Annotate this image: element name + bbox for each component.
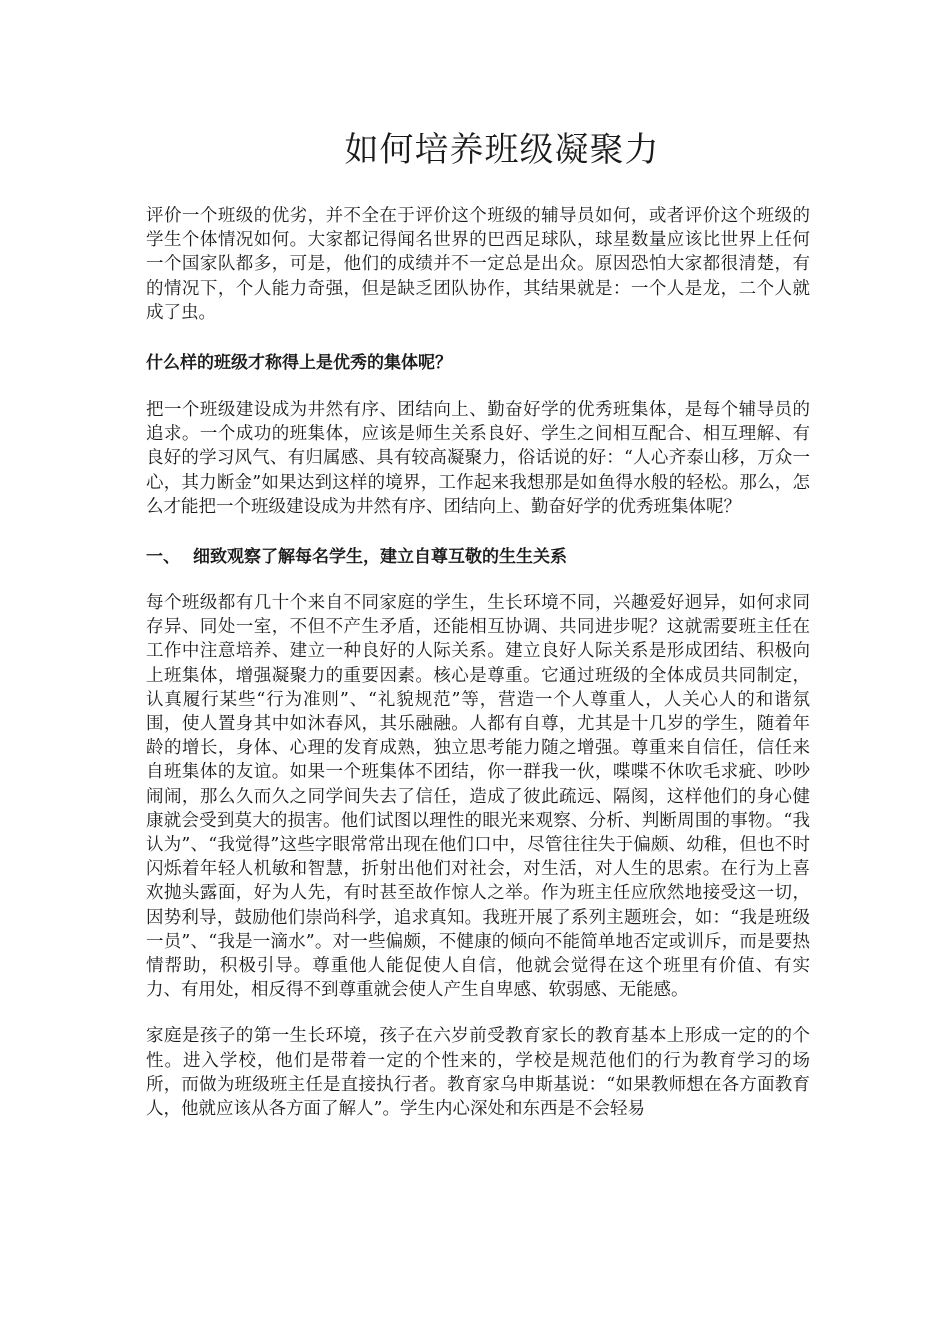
section-one-number: 一、 [146,547,180,568]
section-question-heading: 什么样的班级才称得上是优秀的集体呢？ [146,353,452,374]
document-page [146,0,810,1121]
section-one-heading-text: 细致观察了解每名学生，建立自尊互敬的生生关系 [193,547,567,568]
document-title: 如何培养班级凝聚力 [344,130,660,170]
section-one-paragraph: 每个班级都有几十个来自不同家庭的学生，生长环境不同，兴趣爱好迥异，如何求同存异、同处一室，不但不产生矛盾，还能相互协调、共同进步呢？这就需要班主任在工作中注意培养、建立一种良好的人际关系。建立良好人际关系是形成团结、积极向上班集体，增强凝聚力的重要因素。核心是尊重。它通过班级的全体成员共同制定，认真履行某些“行为准则”、“礼貌规范”等，营造一个人尊重人，人关心人的和谐氛围，使人置身其中如沐春风，其乐融融。人都有自尊，尤其是十几岁的学生，随着年龄的增长，身体、心理的发育成熟，独立思考能力随之增强。尊重来自信任，信任来自班集体的友谊。如果一个班集体不团结，你一群我一伙，喋喋不休吹毛求疵、吵吵闹闹，那么久而久之同学间失去了信任，造成了彼此疏远、隔阂，这样他们的身心健康就会受到莫大的损害。他们试图以理性的眼光来观察、分析、判断周围的事物。“我认为”、“我觉得”这些字眼常常出现在他们口中，尽管往往失于偏颇、幼稚，但也不时闪烁着年轻人机敏和智慧，折射出他们对社会，对生活，对人生的思索。在行为上喜欢抛头露面，好为人先，有时甚至故作惊人之举。作为班主任应欣然地接受这一切，因势利导，鼓励他们崇尚科学，追求真知。我班开展了系列主题班会，如：“我是班级一员”、“我是一滴水”。对一些偏颇，不健康的倾向不能简单地否定或训斥，而是要热情帮助，积极引导。尊重他人能促使人自信，他就会觉得在这个班里有价值、有实力、有用处，相反得不到尊重就会使人产生自卑感、软弱感、无能感。 [146,593,810,1001]
intro-paragraph: 评价一个班级的优劣，并不全在于评价这个班级的辅导员如何，或者评价这个班级的学生个体情况如何。大家都记得闻名世界的巴西足球队，球星数量应该比世界上任何一个国家队都多，可是，他们的成绩并不一定总是出众。原因恐怕大家都很清楚，有的情况下，个人能力奇强，但是缺乏团队协作，其结果就是：一个人是龙，二个人就成了虫。 [146,206,810,323]
question-answer-paragraph: 把一个班级建设成为井然有序、团结向上、勤奋好学的优秀班集体，是每个辅导员的追求。一个成功的班集体，应该是师生关系良好、学生之间相互配合、相互理解、有良好的学习风气、有归属感、具有较高凝聚力，俗话说的好：“人心齐泰山移，万众一心，其力断金”如果达到这样的境界，工作起来我想那是如鱼得水般的轻松。那么，怎么才能把一个班级建设成为井然有序、团结向上、勤奋好学的优秀班集体呢？ [146,400,810,517]
section-one-heading [146,545,810,569]
family-environment-paragraph: 家庭是孩子的第一生长环境，孩子在六岁前受教育家长的教育基本上形成一定的的个性。进入学校，他们是带着一定的个性来的，学校是规范他们的行为教育学习的场所，而做为班级班主任是直接执行者。教育家乌申斯基说：“如果教师想在各方面教育人，他就应该从各方面了解人”。学生内心深处和东西是不会轻易 [146,1026,810,1120]
